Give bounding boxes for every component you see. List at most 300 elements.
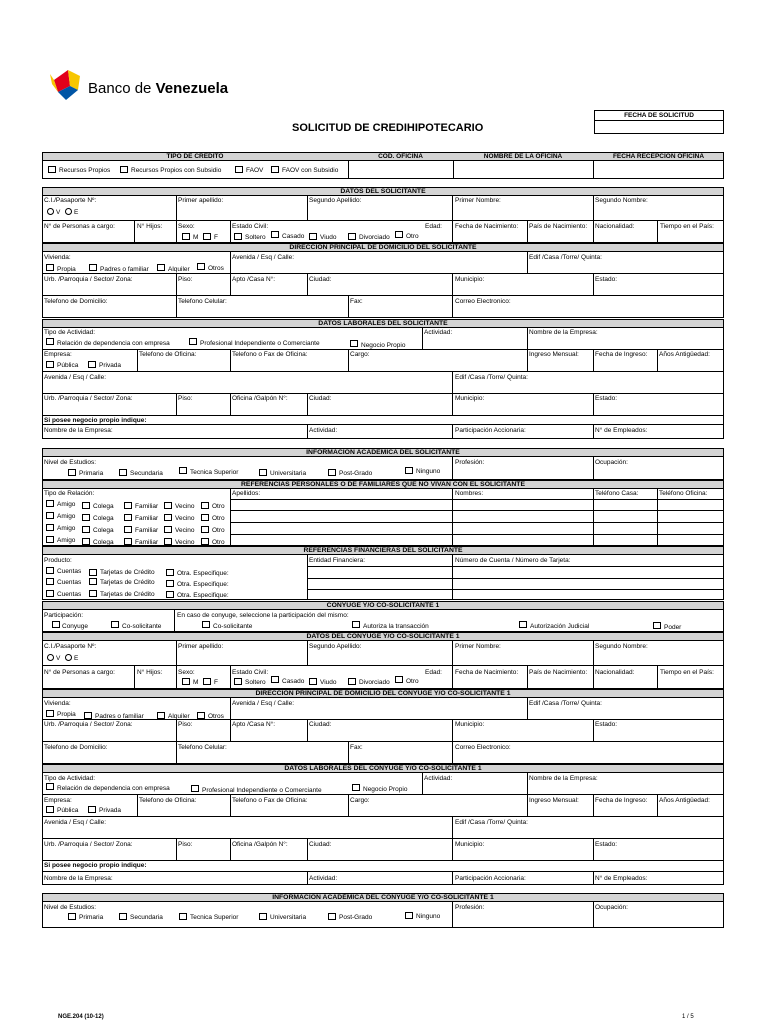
cy-correo-label: Correo Electronico:: [455, 744, 511, 751]
fin2-cuentas-checkbox[interactable]: [46, 578, 54, 585]
cosolicitante-checkbox[interactable]: [111, 621, 119, 628]
viudo-checkbox[interactable]: [309, 233, 317, 240]
cy-casado-checkbox[interactable]: [271, 676, 279, 683]
estado-civil-label: Estado Civil:: [232, 223, 269, 230]
autoriza-checkbox[interactable]: [352, 621, 360, 628]
cy-avenida-label: Avenida / Esq / Calle:: [232, 700, 295, 707]
cy-profesional-checkbox[interactable]: [191, 785, 199, 792]
ref2-colega-checkbox[interactable]: [82, 514, 90, 521]
section-laborales-conyuge: DATOS LABORALES DEL CONYUGE Y/O CO-SOLICITANTE 1: [42, 764, 724, 773]
cy-segundo-apellido-label: Segundo Apellido:: [309, 643, 362, 650]
ref4-amigo-checkbox[interactable]: [46, 536, 54, 543]
cy-sexo-m-checkbox[interactable]: [182, 678, 190, 685]
ninguno-checkbox[interactable]: [405, 467, 413, 474]
ref1-otro-checkbox[interactable]: [201, 502, 209, 509]
cy-sexo-f-checkbox[interactable]: [203, 678, 211, 685]
ref3-amigo-label: Amigo: [57, 525, 76, 532]
ciudad-label: Ciudad:: [309, 276, 332, 283]
cy-edad-label: Edad:: [425, 669, 442, 676]
cy-nombre-empresa-label: Nombre de la Empresa:: [529, 775, 598, 782]
participacion-acc-label: Participación Accionaria:: [455, 427, 526, 434]
cy-tecnica-label: Tecnica Superior: [190, 914, 239, 921]
avenida-laboral-label: Avenida / Esq / Calle:: [44, 374, 107, 381]
ref2-colega-label: Colega: [93, 515, 114, 522]
tipo-credito-header: TIPO DE CREDITO: [166, 153, 224, 160]
padres-label: Padres o familiar: [100, 266, 149, 273]
producto-label: Producto:: [44, 557, 72, 564]
conyuge-label: Conyuge: [62, 623, 89, 630]
cy-padres-label: Padres o familiar: [95, 713, 144, 720]
faov-subsidio-label: FAOV con Subsidio: [282, 167, 339, 174]
cy-fecha-ingreso-label: Fecha de Ingreso:: [595, 797, 648, 804]
cy-negocio-propio-title: Si posee negocio propio indique:: [44, 862, 147, 869]
cy-ninguno-label: Ninguno: [416, 913, 441, 920]
cy-otros-checkbox[interactable]: [197, 712, 205, 719]
sexo-m-checkbox[interactable]: [182, 233, 190, 240]
fin3-otra-checkbox[interactable]: [166, 591, 174, 598]
empresa-label: Empresa:: [44, 351, 72, 358]
cy-otro-civil-label: Otro: [406, 678, 419, 685]
segundo-nombre-label: Segundo Nombre:: [595, 197, 648, 204]
ninguno-label: Ninguno: [416, 468, 441, 475]
cy-apto-label: Apto /Casa N°:: [232, 721, 276, 728]
cy-ingreso-label: Ingreso Mensual:: [529, 797, 579, 804]
cy-ciudad-laboral-label: Ciudad:: [309, 841, 332, 848]
cy-avenida-laboral-label: Avenida / Esq / Calle:: [44, 819, 107, 826]
cy-vivienda-label: Vivienda:: [44, 700, 71, 707]
cy-nivel-estudios-label: Nivel de Estudios:: [44, 904, 97, 911]
participacion-label: Participación:: [44, 612, 84, 619]
num-cuenta-label: Número de Cuenta / Número de Tarjeta:: [455, 557, 571, 564]
universitaria-label: Universitaria: [270, 470, 307, 477]
soltero-checkbox[interactable]: [234, 233, 242, 240]
fin2-otra-label: Otra. Especifique:: [177, 581, 229, 588]
section-financieras: REFERENCIAS FINANCIERAS DEL SOLICITANTE: [42, 546, 724, 555]
fin1-otra-checkbox[interactable]: [166, 569, 174, 576]
cy-padres-checkbox[interactable]: [84, 712, 92, 719]
fin2-tarjetas-checkbox[interactable]: [89, 578, 97, 585]
poder-checkbox[interactable]: [653, 622, 661, 629]
cod-oficina-header: COD. OFICINA: [378, 153, 423, 160]
relacion-dep-label: Relación de dependencia con empresa: [57, 340, 170, 347]
municipio-laboral-label: Municipio:: [455, 395, 485, 402]
cy-propia-checkbox[interactable]: [46, 710, 54, 717]
cy-empresa-label: Empresa:: [44, 797, 72, 804]
fax-label: Fax:: [350, 298, 363, 305]
estado-laboral-label: Estado:: [595, 395, 618, 402]
divorciado-label: Divorciado: [359, 234, 390, 241]
fin2-otra-checkbox[interactable]: [166, 580, 174, 587]
section-academica: INFORMACION ACADEMICA DEL SOLICITANTE: [42, 448, 724, 457]
ref1-vecino-checkbox[interactable]: [164, 502, 172, 509]
cy-ninguno-checkbox[interactable]: [405, 912, 413, 919]
cy-segundo-nombre-label: Segundo Nombre:: [595, 643, 648, 650]
cy-publica-label: Pública: [57, 807, 79, 814]
cy-relacion-dep-label: Relación de dependencia con empresa: [57, 785, 170, 792]
cy-v-label: V: [56, 655, 61, 662]
cy-municipio-label: Municipio:: [455, 721, 485, 728]
ref4-familiar-checkbox[interactable]: [124, 538, 132, 545]
segundo-apellido-label: Segundo Apellido:: [309, 197, 362, 204]
tecnica-label: Tecnica Superior: [190, 469, 239, 476]
antiguedad-label: Años Antigüedad:: [659, 351, 710, 358]
ref3-vecino-label: Vecino: [175, 527, 195, 534]
tiempo-pais-label: Tiempo en el País:: [660, 223, 714, 230]
section-conyuge: CONYUGE Y/O CO-SOLICITANTE 1: [42, 601, 724, 610]
cy-hijos-label: N° Hijos:: [137, 669, 163, 676]
recursos-propios-checkbox[interactable]: [48, 166, 56, 173]
cy-soltero-label: Soltero: [245, 679, 266, 686]
avenida-label: Avenida / Esq / Calle:: [232, 254, 295, 261]
section-academica-conyuge: INFORMACIÓN ACADÉMICA DEL CONYUGE Y/O CO-SOLICITANTE 1: [42, 893, 724, 902]
cy-sexo-f-label: F: [214, 679, 218, 686]
cy-tel-cel-label: Telefono Celular:: [178, 744, 227, 751]
cy-actividad2-label: Actividad:: [309, 875, 338, 882]
conyuge-checkbox[interactable]: [52, 621, 60, 628]
cy-ciudad-label: Ciudad:: [309, 721, 332, 728]
casado-checkbox[interactable]: [271, 231, 279, 238]
section-datos-solicitante: DATOS DEL SOLICITANTE: [42, 187, 724, 196]
cy-tecnica-checkbox[interactable]: [179, 913, 187, 920]
cy-cargo-label: Cargo:: [350, 797, 370, 804]
correo-label: Correo Electronico:: [455, 298, 511, 305]
faov-subsidio-checkbox[interactable]: [271, 166, 279, 173]
ciudad-laboral-label: Ciudad:: [309, 395, 332, 402]
ref2-amigo-label: Amigo: [57, 513, 76, 520]
fin3-otra-label: Otra. Especifique:: [177, 592, 229, 599]
ref1-amigo-label: Amigo: [57, 501, 76, 508]
apto-label: Apto /Casa N°:: [232, 276, 276, 283]
cy-urb-label: Urb. /Parroquia / Sector/ Zona:: [44, 721, 133, 728]
cy-nombre-empresa2-label: Nombre de la Empresa:: [44, 875, 113, 882]
ocupacion-label: Ocupación:: [595, 459, 628, 466]
sexo-f-checkbox[interactable]: [203, 233, 211, 240]
section-direccion-conyuge: DIRECCION PRINCIPAL DE DOMICILIO DEL CONYUGE Y/O CO-SOLICITANTE 1: [42, 689, 724, 698]
cosolicitante-label: Co-solicitante: [122, 623, 162, 630]
negocio-propio-title: Si posee negocio propio indique:: [44, 417, 147, 424]
section-datos-conyuge: DATOS DEL CONYUGE Y/O CO-SOLICITANTE 1: [42, 632, 724, 641]
cy-n-empleados-label: N° de Empleados:: [595, 875, 648, 882]
ref2-otro-checkbox[interactable]: [201, 514, 209, 521]
cy-privada-checkbox[interactable]: [88, 806, 96, 813]
cy-tel-oficina-label: Telefono de Oficina:: [139, 797, 197, 804]
cy-nacionalidad-label: Nacionalidad:: [595, 669, 635, 676]
page-title: SOLICITUD DE CREDIHIPOTECARIO: [292, 122, 484, 134]
cy-secundaria-checkbox[interactable]: [119, 913, 127, 920]
negocio-propio-label: Negocio Propio: [361, 342, 406, 349]
propia-label: Propia: [57, 266, 76, 273]
cy-pais-nac-label: País de Nacimiento:: [529, 669, 588, 676]
ref4-otro-checkbox[interactable]: [201, 538, 209, 545]
ref2-otro-label: Otro: [212, 515, 225, 522]
v-label: V: [56, 209, 61, 216]
cy-tel-fax-oficina-label: Telefono o Fax de Oficina:: [232, 797, 308, 804]
fin2-cuentas-label: Cuentas: [57, 579, 82, 586]
padres-checkbox[interactable]: [89, 264, 97, 271]
ref4-amigo-label: Amigo: [57, 537, 76, 544]
personas-cargo-label: N° de Personas a cargo:: [44, 223, 115, 230]
ref4-otro-label: Otro: [212, 539, 225, 546]
fin3-tarjetas-label: Tarjetas de Crédito: [100, 591, 155, 598]
fecha-nac-label: Fecha de Nacimiento:: [455, 223, 519, 230]
cy-universitaria-label: Universitaria: [270, 914, 307, 921]
hijos-label: N° Hijos:: [137, 223, 163, 230]
profesion-label: Profesión:: [455, 459, 485, 466]
cy-divorciado-label: Divorciado: [359, 679, 390, 686]
fecha-solicitud-field[interactable]: [595, 121, 723, 133]
cy-negocio-propio-checkbox[interactable]: [352, 784, 360, 791]
ref1-otro-label: Otro: [212, 503, 225, 510]
faov-checkbox[interactable]: [235, 166, 243, 173]
cy-primaria-label: Primaria: [79, 914, 104, 921]
negocio-propio-checkbox[interactable]: [350, 340, 358, 347]
conyuge-instruction: En caso de conyuge, seleccione la participación del mismo:: [177, 612, 349, 619]
ref3-familiar-label: Familiar: [135, 527, 159, 534]
fin1-cuentas-checkbox[interactable]: [46, 567, 54, 574]
poder-label: Poder: [664, 624, 682, 631]
cy-divorciado-checkbox[interactable]: [348, 678, 356, 685]
fin1-tarjetas-label: Tarjetas de Crédito: [100, 569, 155, 576]
tipo-relacion-label: Tipo de Relación:: [44, 490, 95, 497]
cargo-label: Cargo:: [350, 351, 370, 358]
cy-postgrado-checkbox[interactable]: [328, 913, 336, 920]
postgrado-label: Post-Grado: [339, 470, 373, 477]
tecnica-checkbox[interactable]: [179, 467, 187, 474]
fin1-otra-label: Otra. Especifique:: [177, 570, 229, 577]
autorizacion-judicial-label: Autorización Judicial: [530, 623, 590, 630]
faov-label: FAOV: [246, 167, 264, 174]
cy-tipo-actividad-label: Tipo de Actividad:: [44, 775, 96, 782]
vivienda-label: Vivienda:: [44, 254, 71, 261]
ref2-familiar-checkbox[interactable]: [124, 514, 132, 521]
cy-privada-label: Privada: [99, 807, 122, 814]
cy-edif-laboral-label: Edif /Casa /Torre/ Quinta:: [455, 819, 528, 826]
secundaria-checkbox[interactable]: [119, 469, 127, 476]
v-radio[interactable]: [47, 208, 54, 215]
cy-propia-label: Propia: [57, 711, 76, 718]
tel-oficina-label: Telefono de Oficina:: [139, 351, 197, 358]
profesional-checkbox[interactable]: [189, 338, 197, 345]
bank-logo: [48, 68, 82, 102]
ref1-vecino-label: Vecino: [175, 503, 195, 510]
form-code: NGE.204 (10-12): [58, 1014, 104, 1020]
otro-civil-checkbox[interactable]: [395, 231, 403, 238]
pais-nac-label: País de Nacimiento:: [529, 223, 588, 230]
tel-casa-label: Teléfono Casa:: [595, 490, 639, 497]
ref3-otro-checkbox[interactable]: [201, 526, 209, 533]
fecha-ingreso-label: Fecha de Ingreso:: [595, 351, 648, 358]
ingreso-label: Ingreso Mensual:: [529, 351, 579, 358]
primaria-checkbox[interactable]: [68, 469, 76, 476]
ref4-colega-checkbox[interactable]: [82, 538, 90, 545]
privada-label: Privada: [99, 362, 122, 369]
piso-label: Piso:: [178, 276, 193, 283]
section-referencias: REFERENCIAS PERSONALES O DE FAMILIARES QUE NO VIVAN CON EL SOLICITANTE: [42, 480, 724, 489]
fin3-tarjetas-checkbox[interactable]: [89, 590, 97, 597]
tel-fax-oficina-label: Telefono o Fax de Oficina:: [232, 351, 308, 358]
apellidos-label: Apellidos:: [232, 490, 261, 497]
cy-negocio-propio-label: Negocio Propio: [363, 786, 408, 793]
cy-soltero-checkbox[interactable]: [234, 678, 242, 685]
cy-edif-label: Edif /Casa /Torre/ Quinta:: [529, 700, 602, 707]
nivel-estudios-label: Nivel de Estudios:: [44, 459, 97, 466]
otros-label: Otros: [208, 265, 224, 272]
cy-alquiler-label: Alquiler: [168, 713, 190, 720]
primer-apellido-label: Primer apellido:: [178, 197, 224, 204]
edif-laboral-label: Edif /Casa /Torre/ Quinta:: [455, 374, 528, 381]
ref2-familiar-label: Familiar: [135, 515, 159, 522]
ref3-colega-checkbox[interactable]: [82, 526, 90, 533]
privada-checkbox[interactable]: [88, 361, 96, 368]
sexo-label: Sexo:: [178, 223, 195, 230]
recursos-propios-subsidio-label: Recursos Propios con Subsidio: [131, 167, 222, 174]
otro-civil-label: Otro: [406, 233, 419, 240]
cy-primer-apellido-label: Primer apellido:: [178, 643, 224, 650]
ref4-vecino-checkbox[interactable]: [164, 538, 172, 545]
cy-antiguedad-label: Años Antigüedad:: [659, 797, 710, 804]
cy-universitaria-checkbox[interactable]: [259, 913, 267, 920]
cy-otros-label: Otros: [208, 713, 224, 720]
cy-participacion-acc-label: Participación Accionaria:: [455, 875, 526, 882]
n-empleados-label: N° de Empleados:: [595, 427, 648, 434]
cy-e-radio[interactable]: [65, 654, 72, 661]
relacion-dep-checkbox[interactable]: [46, 338, 54, 345]
ref1-amigo-checkbox[interactable]: [46, 500, 54, 507]
fin2-tarjetas-label: Tarjetas de Crédito: [100, 579, 155, 586]
cy-casado-label: Casado: [282, 678, 305, 685]
universitaria-checkbox[interactable]: [259, 469, 267, 476]
ref2-vecino-label: Vecino: [175, 515, 195, 522]
urb-laboral-label: Urb. /Parroquia / Sector/ Zona:: [44, 395, 133, 402]
autoriza-label: Autoriza la transacción: [363, 623, 429, 630]
cy-estado-label: Estado:: [595, 721, 618, 728]
propia-checkbox[interactable]: [46, 264, 54, 271]
fin3-cuentas-label: Cuentas: [57, 591, 82, 598]
page-number: 1 / 5: [682, 1014, 694, 1020]
tipo-actividad-label: Tipo de Actividad:: [44, 329, 96, 336]
cy-municipio-laboral-label: Municipio:: [455, 841, 485, 848]
cy-personas-cargo-label: N° de Personas a cargo:: [44, 669, 115, 676]
cy-viudo-checkbox[interactable]: [309, 678, 317, 685]
recursos-propios-label: Recursos Propios: [59, 167, 111, 174]
e-radio[interactable]: [65, 208, 72, 215]
piso-laboral-label: Piso:: [178, 395, 193, 402]
divorciado-checkbox[interactable]: [348, 233, 356, 240]
primaria-label: Primaria: [79, 470, 104, 477]
postgrado-checkbox[interactable]: [328, 469, 336, 476]
fin1-tarjetas-checkbox[interactable]: [89, 569, 97, 576]
viudo-label: Viudo: [320, 234, 337, 241]
casado-label: Casado: [282, 233, 305, 240]
tel-cel-label: Telefono Celular:: [178, 298, 227, 305]
soltero-label: Soltero: [245, 234, 266, 241]
fin1-cuentas-label: Cuentas: [57, 568, 82, 575]
edad-label: Edad:: [425, 223, 442, 230]
cy-e-label: E: [74, 655, 79, 662]
nombres-label: Nombres:: [455, 490, 484, 497]
urb-label: Urb. /Parroquia / Sector/ Zona:: [44, 276, 133, 283]
cy-ocupacion-label: Ocupación:: [595, 904, 628, 911]
cy-publica-checkbox[interactable]: [46, 806, 54, 813]
actividad2-label: Actividad:: [309, 427, 338, 434]
ref3-familiar-checkbox[interactable]: [124, 526, 132, 533]
cy-piso-laboral-label: Piso:: [178, 841, 193, 848]
ref4-vecino-label: Vecino: [175, 539, 195, 546]
primer-nombre-label: Primer Nombre:: [455, 197, 501, 204]
nombre-oficina-header: NOMBRE DE LA OFICINA: [483, 153, 563, 160]
sexo-m-label: M: [193, 234, 199, 241]
ref1-familiar-checkbox[interactable]: [124, 502, 132, 509]
alquiler-checkbox[interactable]: [157, 264, 165, 271]
cosolicitante2-checkbox[interactable]: [202, 621, 210, 628]
secundaria-label: Secundaria: [130, 470, 163, 477]
cy-secundaria-label: Secundaria: [130, 914, 163, 921]
cosolicitante2-label: Co-solicitante: [213, 623, 253, 630]
recursos-propios-subsidio-checkbox[interactable]: [120, 166, 128, 173]
cy-estado-laboral-label: Estado:: [595, 841, 618, 848]
cy-ci-label: C.I./Pasaporte Nº:: [44, 643, 97, 650]
publica-checkbox[interactable]: [46, 361, 54, 368]
entidad-label: Entidad Financiera:: [309, 557, 366, 564]
municipio-label: Municipio:: [455, 276, 485, 283]
ref3-otro-label: Otro: [212, 527, 225, 534]
cy-piso-label: Piso:: [178, 721, 193, 728]
tel-dom-label: Telefono de Domicilio:: [44, 298, 108, 305]
cy-oficina-galpon-label: Oficina /Galpón N°:: [232, 841, 288, 848]
publica-label: Pública: [57, 362, 79, 369]
cy-profesion-label: Profesión:: [455, 904, 485, 911]
fecha-recepcion-header: FECHA RECEPCION OFICINA: [612, 153, 705, 160]
ref2-vecino-checkbox[interactable]: [164, 514, 172, 521]
section-direccion: DIRECCION PRINCIPAL DE DOMICILIO DEL SOLICITANTE: [42, 243, 724, 252]
cy-primer-nombre-label: Primer Nombre:: [455, 643, 501, 650]
ref3-colega-label: Colega: [93, 527, 114, 534]
cy-relacion-dep-checkbox[interactable]: [46, 783, 54, 790]
cy-otro-civil-checkbox[interactable]: [395, 676, 403, 683]
ref4-colega-label: Colega: [93, 539, 114, 546]
nombre-empresa2-label: Nombre de la Empresa:: [44, 427, 113, 434]
cy-fax-label: Fax:: [350, 744, 363, 751]
cy-postgrado-label: Post-Grado: [339, 914, 373, 921]
autorizacion-judicial-checkbox[interactable]: [519, 621, 527, 628]
ref2-amigo-checkbox[interactable]: [46, 512, 54, 519]
nombre-empresa-label: Nombre de la Empresa:: [529, 329, 598, 336]
cy-viudo-label: Viudo: [320, 679, 337, 686]
ref1-colega-checkbox[interactable]: [82, 502, 90, 509]
cy-actividad-label: Actividad:: [424, 775, 453, 782]
cy-tiempo-pais-label: Tiempo en el País:: [660, 669, 714, 676]
cy-profesional-label: Profesional Independiente o Comerciante: [202, 787, 322, 794]
e-label: E: [74, 209, 79, 216]
otros-checkbox[interactable]: [197, 263, 205, 270]
ref4-familiar-label: Familiar: [135, 539, 159, 546]
cy-alquiler-checkbox[interactable]: [157, 712, 165, 719]
fin3-cuentas-checkbox[interactable]: [46, 590, 54, 597]
alquiler-label: Alquiler: [168, 266, 190, 273]
cy-primaria-checkbox[interactable]: [68, 913, 76, 920]
ref1-familiar-label: Familiar: [135, 503, 159, 510]
sexo-f-label: F: [214, 234, 218, 241]
ref3-vecino-checkbox[interactable]: [164, 526, 172, 533]
cy-v-radio[interactable]: [47, 654, 54, 661]
bank-name: Banco de Venezuela: [88, 80, 229, 97]
cy-estado-civil-label: Estado Civil:: [232, 669, 269, 676]
ref3-amigo-checkbox[interactable]: [46, 524, 54, 531]
cy-fecha-nac-label: Fecha de Nacimiento:: [455, 669, 519, 676]
estado-label: Estado:: [595, 276, 618, 283]
cy-sexo-label: Sexo:: [178, 669, 195, 676]
fecha-solicitud-label: FECHA DE SOLICITUD: [624, 112, 694, 119]
